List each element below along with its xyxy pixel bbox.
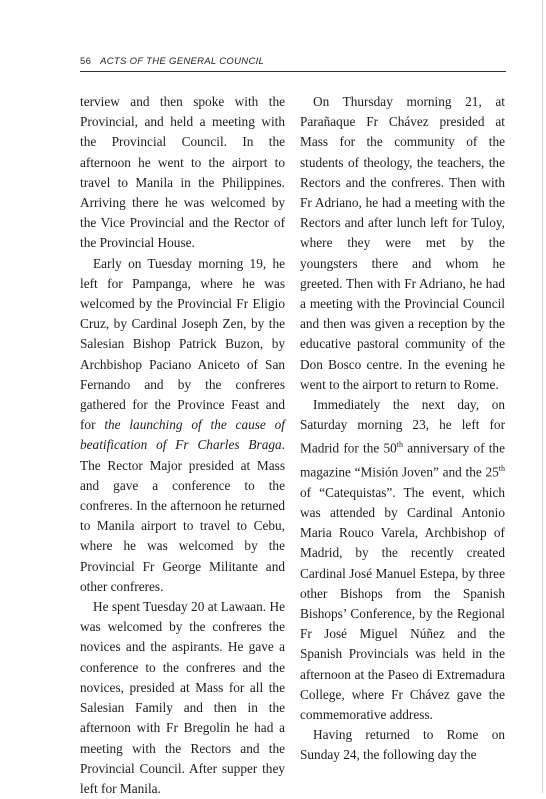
right-column <box>300 92 505 766</box>
page-edge <box>542 0 543 793</box>
paragraph: On Thursday morning 21, at Parañaque Fr Chávez presided at Mass for the community of the students of theology, the teachers, the Rectors and the confreres. Then with Fr Adriano, he had a meeting with the Rectors and after lunch left for Tuloy, where they were met by the youngsters there and whom he greeted. Then with Fr Adriano, he had a meeting with the Provincial Council and then was given a reception by the educative pastoral community of the Don Bosco centre. In the evening he went to the airport to return to Rome. <box>300 94 505 392</box>
paragraph: Having returned to Rome on Sunday 24, the following day the <box>300 727 505 763</box>
running-header <box>80 56 506 72</box>
text-run: Immediately the next day, on Saturday morning 23, he left for Madrid for the 50 <box>300 397 505 456</box>
text-run: of “Catequistas”. The event, which was attended by Cardinal Antonio Maria Rouco Varela, Archbishop of Madrid, by the recently created Cardinal José Manuel Estepa, by three other Bishops from the Spanish Bishops’ Conference, by the Regional Fr José Miguel Núñez and the Spanish Provincials was held in the afternoon at the Paseo di Extremadura College, where Fr Chávez gave the commemorative address. <box>300 484 505 722</box>
paragraph: He spent Tuesday 20 at Lawaan. He was welcomed by the confreres the novices and the aspirants. He gave a conference to the confreres and the novices, presided at Mass for all the Salesian Family and then in the afternoon with Fr Bregolin he had a meeting with the Rectors and the Provincial Council. After supper they left for Manila. <box>80 599 285 796</box>
paragraph: terview and then spoke with the Provincial, and held a meeting with the Provincial Council. In the afternoon he went to the airport to travel to Manila in the Philippines. Arriving there he was welcomed by the Vice Provincial and the Rector of the Provincial House. <box>80 94 285 251</box>
left-column <box>80 92 285 799</box>
page-number: 56 <box>80 56 92 67</box>
text-run: anniversary of the magazine “Misión Joven” and the 25 <box>300 440 505 480</box>
paragraph <box>80 254 285 597</box>
text-run: . The Rector Major presided at Mass and gave a conference to the confreres. In the afternoon he returned to Manila airport to travel to Cebu, where he was welcomed by the Provincial Fr George Militante and other confreres. <box>80 437 285 594</box>
italic-phrase: the launching of the cause of beatification of Fr Charles Braga <box>80 417 285 453</box>
paragraph <box>300 395 505 725</box>
text-run: Early on Tuesday morning 19, he left for Pampanga, where he was welcomed by the Provincial Fr Eligio Cruz, by Cardinal Joseph Zen, by the Salesian Bishop Patrick Buzon, by Archbishop Paciano Aniceto of San Fernando and by the confreres gathered for the Province Feast and for <box>80 255 285 433</box>
superscript: th <box>498 464 505 474</box>
superscript: th <box>396 440 404 450</box>
header-rule <box>80 71 506 72</box>
running-title: ACTS OF THE GENERAL COUNCIL <box>100 56 265 67</box>
